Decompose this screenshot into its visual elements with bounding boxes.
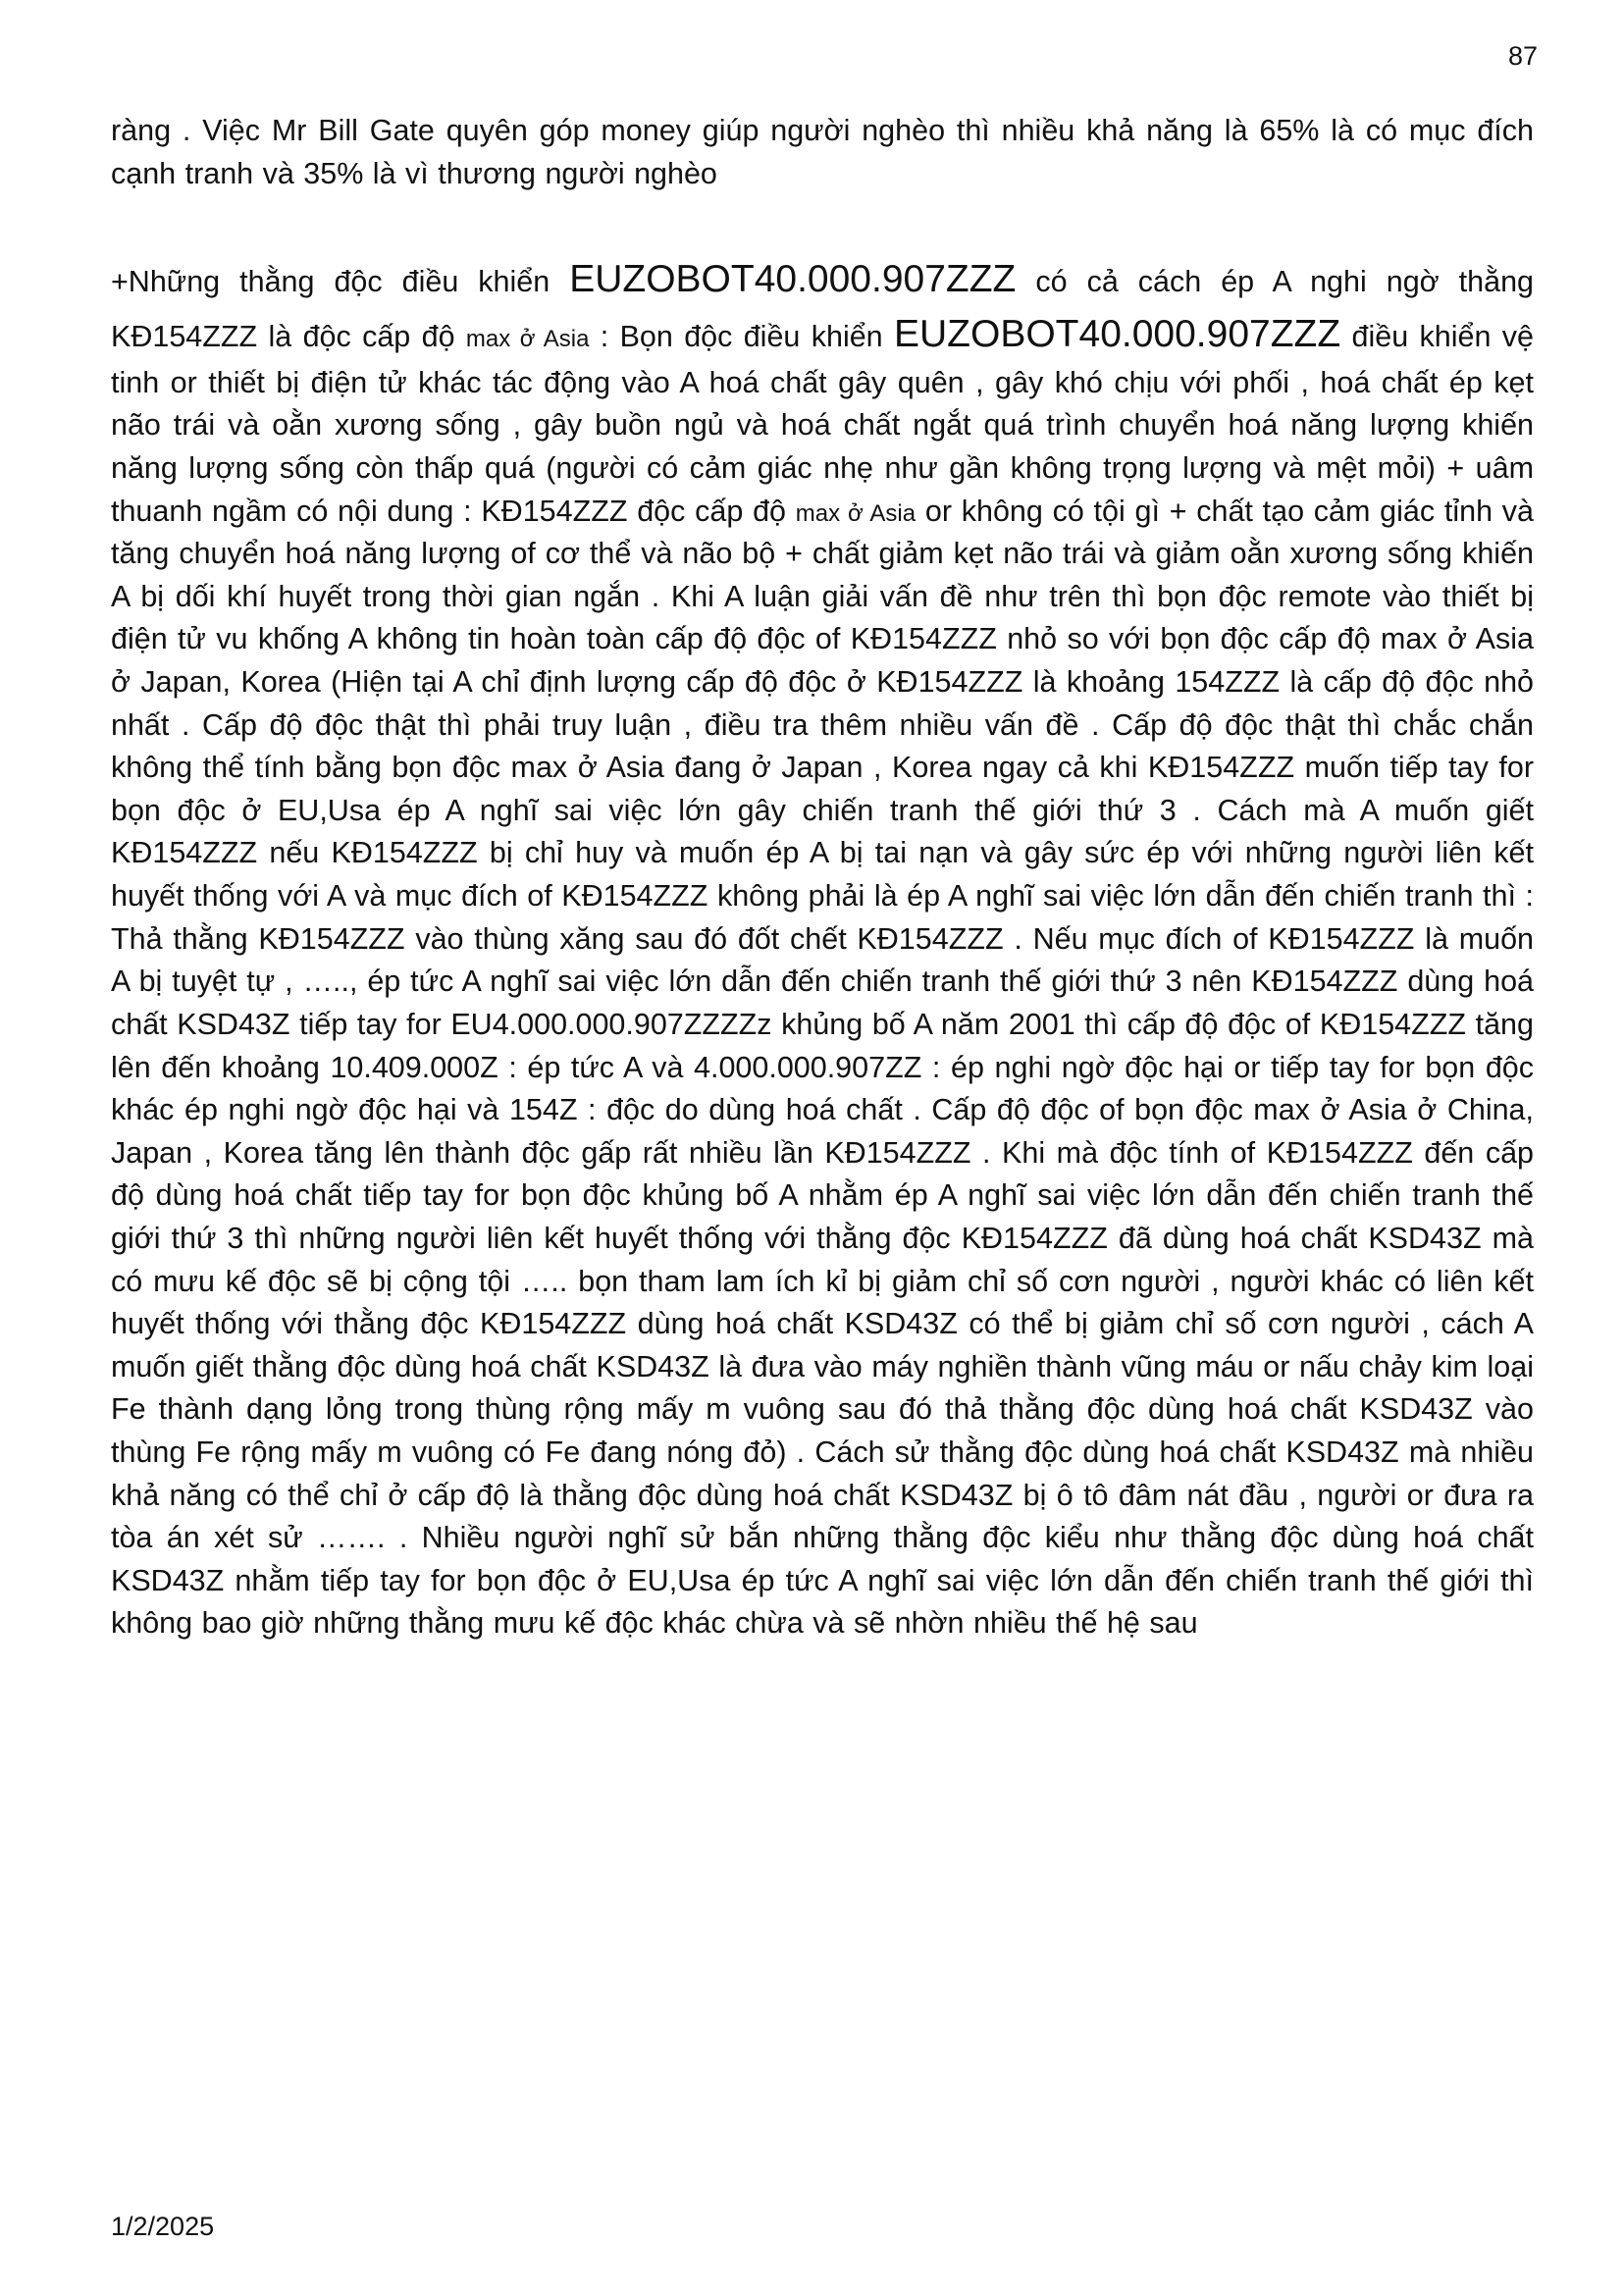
small-text-segment: max ở Asia bbox=[795, 499, 917, 527]
euzobot-label: EUZOBOT40.000.907ZZZ bbox=[894, 312, 1341, 355]
paragraph-1 bbox=[111, 110, 1534, 195]
body-text bbox=[111, 110, 1534, 1702]
text-segment: or không có tội gì + chất tạo cảm giác tỉnh và tăng chuyển hoá năng lượng of cơ thể và não bộ + chất giảm kẹt não trái và giảm oằn xương sống khiến A bị dối khí huyết trong thời gian ngắn . Khi A luận giải vấn đề như trên thì bọn độc remote vào thiết bị điện tử vu khống A không tin hoàn toàn cấp độ độc of KĐ154ZZZ nhỏ so với bọn độc cấp độ max ở Asia ở Japan, Korea (Hiện tại A chỉ định lượng cấp độ độc ở KĐ154ZZZ là khoảng 154ZZZ là cấp độ độc nhỏ nhất . Cấp độ độc thật thì phải truy luận , điều tra thêm nhiều vấn đề . Cấp độ độc thật thì chắc chắn không thể tính bằng bọn độc max ở Asia đang ở Japan , Korea ngay cả khi KĐ154ZZZ muốn tiếp tay for bọn độc ở EU,Usa ép A nghĩ sai việc lớn gây chiến tranh thế giới thứ 3 . Cách mà A muốn giết KĐ154ZZZ nếu KĐ154ZZZ bị chỉ huy và muốn ép A bị tai nạn và gây sức ép với những người liên kết huyết thống với A và mục đích of KĐ154ZZZ không phải là ép A nghĩ sai việc lớn dẫn đến chiến tranh thì : Thả thằng KĐ154ZZZ vào thùng xăng sau đó đốt chết KĐ154ZZZ . Nếu mục đích of KĐ154ZZZ là muốn A bị tuyệt tự , ….., ép tức A nghĩ sai việc lớn dẫn đến chiến tranh thế giới thứ 3 nên KĐ154ZZZ dùng hoá chất KSD43Z tiếp tay for EU4.000.000.907ZZZZz khủng bố A năm 2001 thì cấp độ độc of KĐ154ZZZ tăng lên đến khoảng 10.409.000Z : ép tức A và 4.000.000.907ZZ : ép nghi ngờ độc hại or tiếp tay for bọn độc khác ép nghi ngờ độc hại và 154Z : độc do dùng hoá chất . Cấp độ độc of bọn độc max ở Asia ở China, Japan , Korea tăng lên thành độc gấp rất nhiều lần KĐ154ZZZ . Khi mà độc tính of KĐ154ZZZ đến cấp độ dùng hoá chất tiếp tay for bọn độc khủng bố A nhằm ép A nghĩ sai việc lớn dẫn đến chiến tranh thế giới thứ 3 thì những người liên kết huyết thống với thằng độc KĐ154ZZZ đã dùng hoá chất KSD43Z mà có mưu kế độc sẽ bị cộng tội ….. bọn tham lam ích kỉ bị giảm chỉ số cơn người , người khác có liên kết huyết thống với thằng độc KĐ154ZZZ dùng hoá chất KSD43Z có thể bị giảm chỉ số cơn người , cách A muốn giết thằng độc dùng hoá chất KSD43Z là đưa vào máy nghiền thành vũng máu or nấu chảy kim loại Fe thành dạng lỏng trong thùng rộng mấy m vuông sau đó thả thằng độc dùng hoá chất KSD43Z vào thùng Fe rộng mấy m vuông có Fe đang nóng đỏ) . Cách sử thằng độc dùng hoá chất KSD43Z mà nhiều khả năng có thể chỉ ở cấp độ là thằng độc dùng hoá chất KSD43Z bị ô tô đâm nát đầu , người or đưa ra tòa án xét sử ……. . Nhiều người nghĩ sử bắn những thằng độc kiểu như thằng độc dùng hoá chất KSD43Z nhằm tiếp tay for bọn độc ở EU,Usa ép tức A nghĩ sai việc lớn dẫn đến chiến tranh thế giới thì không bao giờ những thằng mưu kế độc khác chừa và sẽ nhờn nhiều thế hệ sau bbox=[111, 494, 1535, 1641]
paragraph-2 bbox=[111, 252, 1534, 1645]
text-segment: có cả cách ép A nghi ngờ thằng KĐ154ZZZ là độc cấp độ bbox=[111, 265, 1534, 353]
text-segment: : Bọn độc điều khiển bbox=[589, 319, 894, 353]
text-segment: +Những thằng độc điều khiển bbox=[111, 265, 570, 299]
small-text-segment: max ở Asia bbox=[465, 325, 590, 352]
euzobot-label: EUZOBOT40.000.907ZZZ bbox=[569, 258, 1017, 301]
paragraph-1-text: ràng . Việc Mr Bill Gate quyên góp money giúp người nghèo thì nhiều khả năng là 65% là có mục đích cạnh tranh và 35% là vì thương người nghèo bbox=[111, 114, 1534, 190]
text-segment: điều khiển vệ tinh or thiết bị điện tử khác tác động vào A hoá chất gây quên , gây khó chịu với phối , hoá chất ép kẹt não trái và oằn xương sống , gây buồn ngủ và hoá chất ngắt quá trình chuyển hoá năng lượng khiến năng lượng sống còn thấp quá (người có cảm giác nhẹ như gần không trọng lượng và mệt mỏi) + uâm thuanh ngầm có nội dung : KĐ154ZZZ độc cấp độ bbox=[111, 319, 1534, 528]
footer-date: 1/2/2025 bbox=[111, 2212, 215, 2241]
page-number: 87 bbox=[1507, 41, 1538, 71]
